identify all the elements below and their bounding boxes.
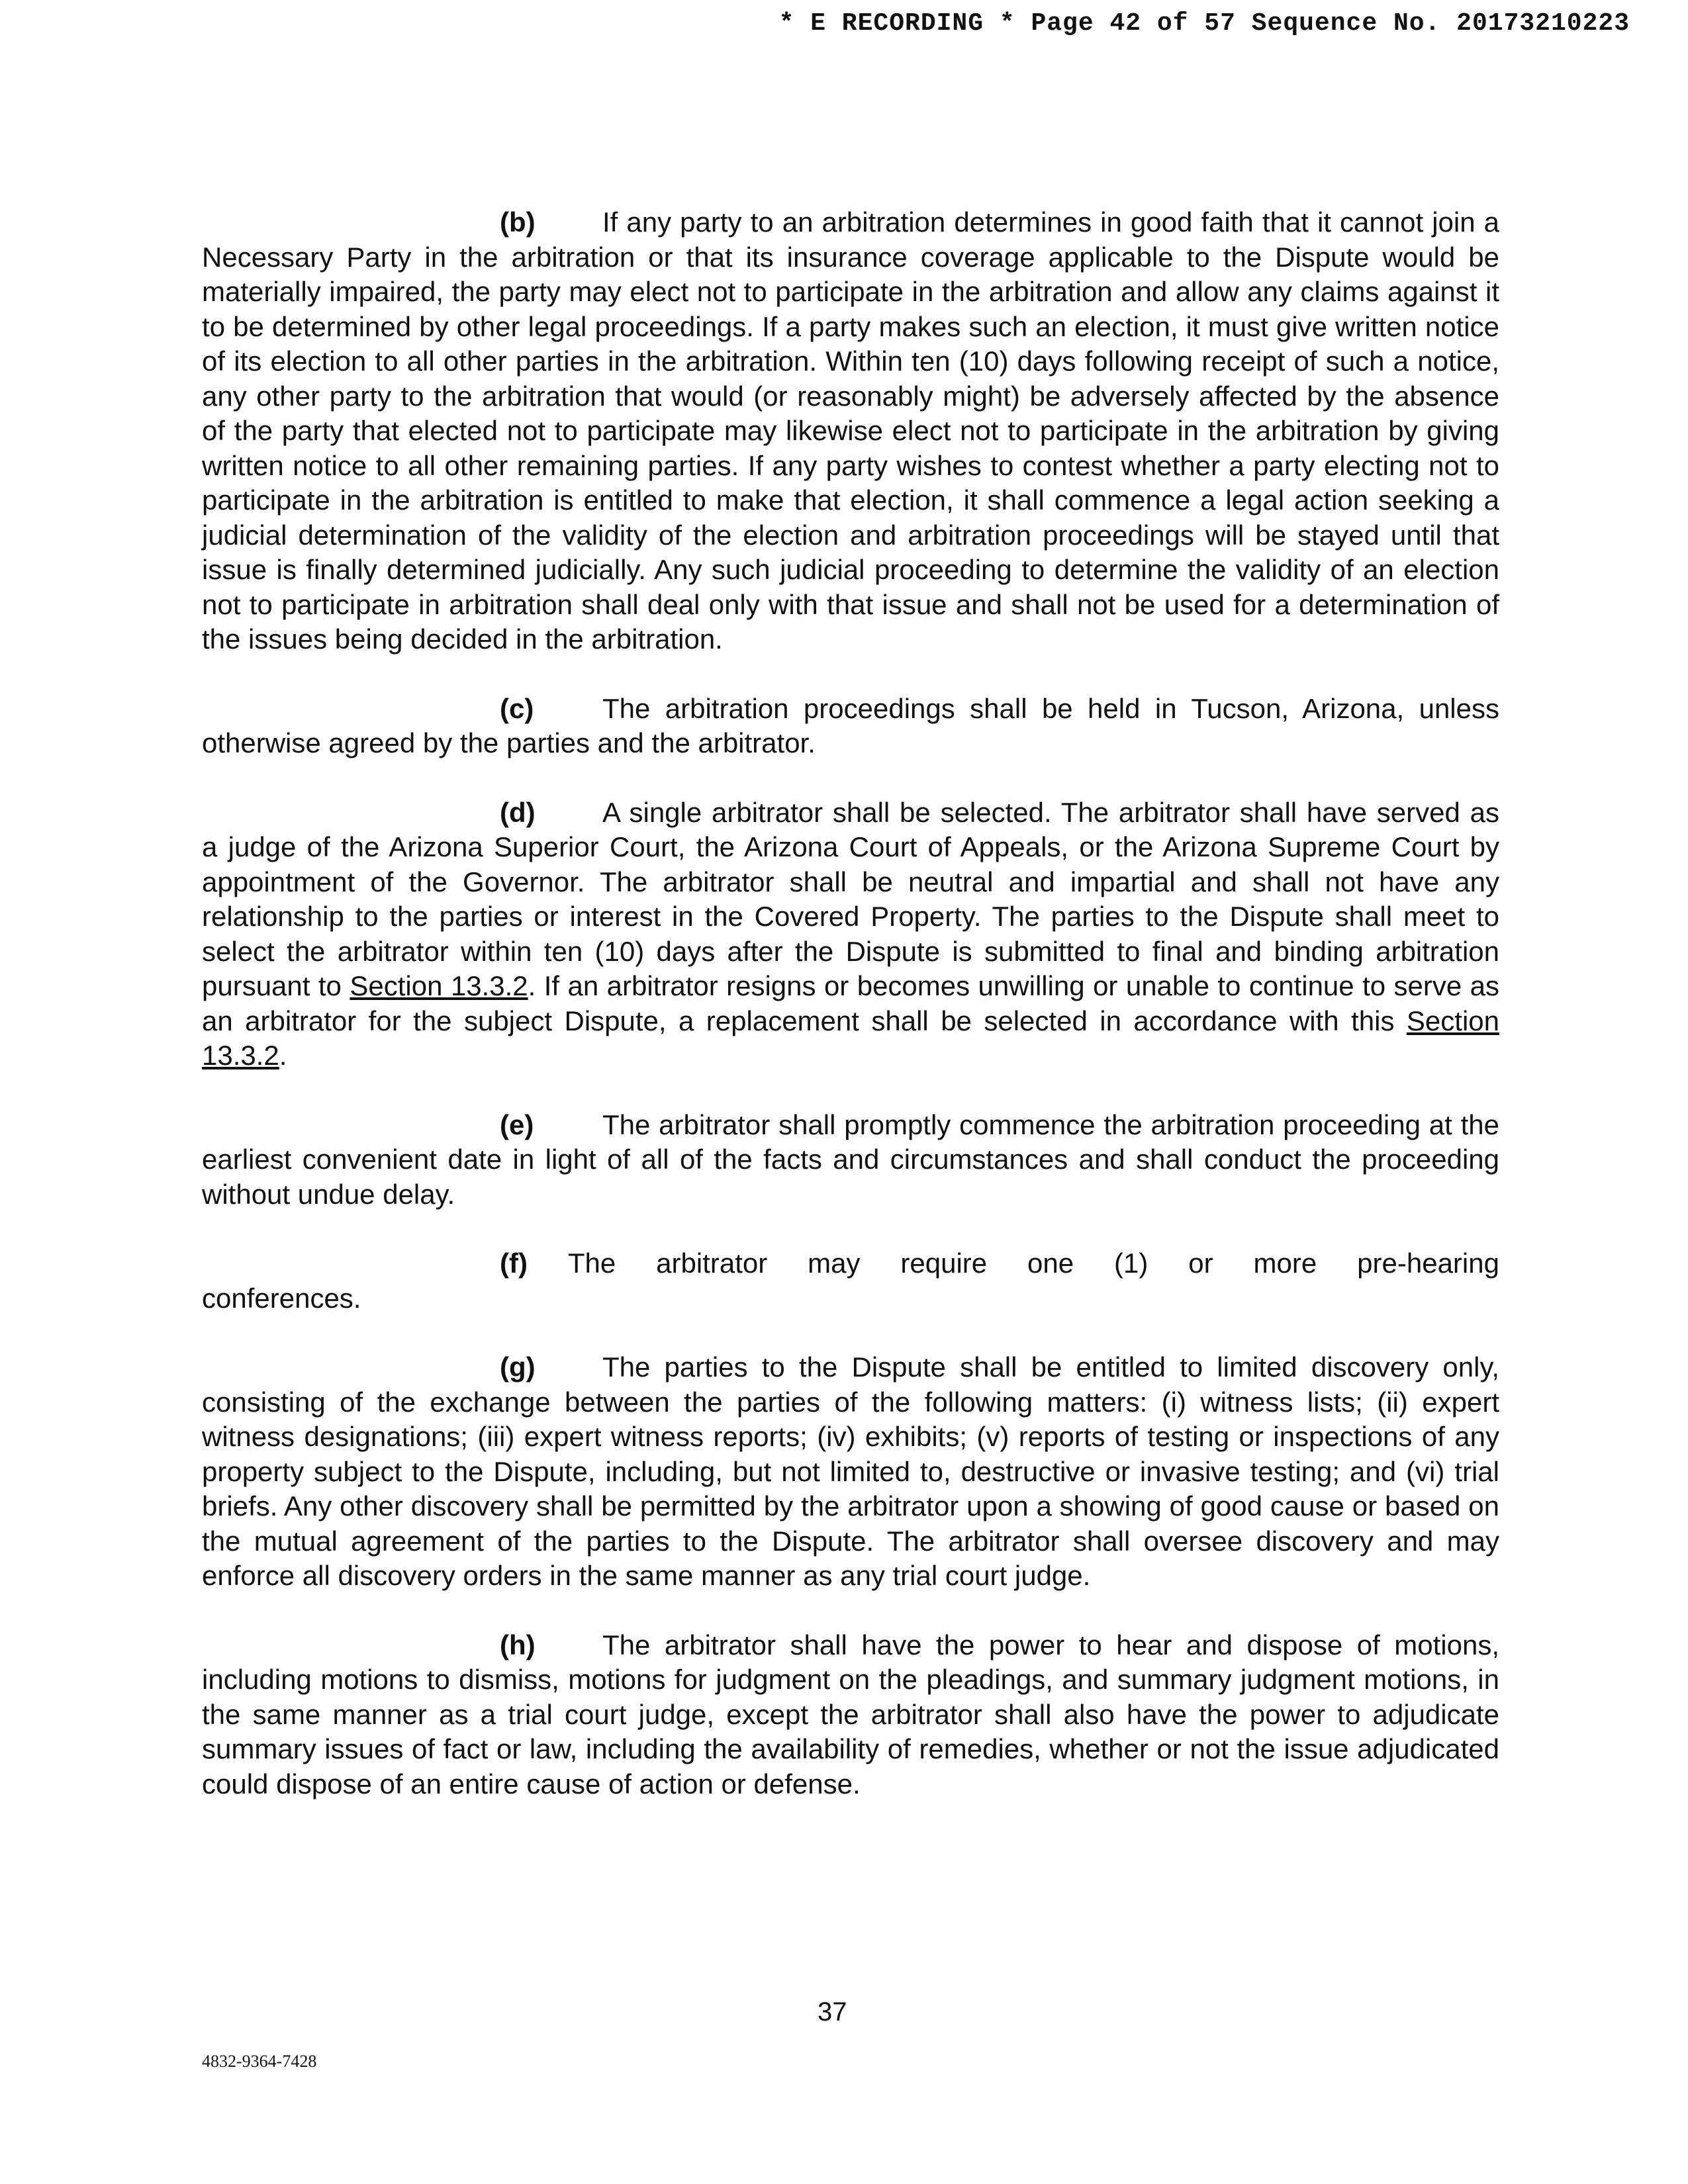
- document-id: 4832-9364-7428: [202, 2052, 317, 2071]
- section-reference-link: Section 13.3.2: [202, 1005, 1500, 1071]
- word: arbitrator: [656, 1248, 768, 1279]
- paragraph-label: (g): [500, 1351, 536, 1383]
- word: one: [1027, 1248, 1074, 1279]
- paragraph-text: .: [279, 1040, 287, 1071]
- paragraph-text: If any party to an arbitration determines in good faith that it cannot join a Necessary Party in the arbitration or that its insurance coverage applicable to the Dispute would be materially impaired, the party may elect not to participate in the arbitration and allow any claims against it to be determined by other legal proceedings. If a party makes such an election, it must give written notice of its election to all other parties in the arbitration. Within ten (10) days following receipt of such a notice, any other party to the arbitration that would (or reasonably might) be adversely affected by the absence of the party that elected not to participate may likewise elect not to participate in the arbitration by giving written notice to all other remaining parties. If any party wishes to contest whether a party electing not to participate in the arbitration is entitled to make that election, it shall commence a legal action seeking a judicial determination of the validity of the election and arbitration proceedings will be stayed until that issue is finally determined judicially. Any such judicial proceeding to determine the validity of an election not to participate in arbitration shall deal only with that issue and shall not be used for a determination of the issues being decided in the arbitration.: [202, 206, 1499, 655]
- paragraph-label: (c): [500, 692, 534, 724]
- paragraph-f: [202, 1246, 1499, 1316]
- paragraph-text: The arbitrator shall promptly commence the arbitration proceeding at the earliest convenient date in light of all of the facts and circumstances and shall conduct the proceeding without undue delay.: [202, 1109, 1499, 1210]
- word: (1): [1114, 1248, 1149, 1279]
- paragraph-label: (b): [500, 206, 536, 238]
- paragraph-label: (e): [500, 1109, 534, 1140]
- paragraph-text: The arbitration proceedings shall be held in Tucson, Arizona, unless otherwise agreed by the parties and the arbitrator.: [202, 692, 1499, 758]
- page-number: 37: [818, 1997, 847, 2026]
- paragraph-d: [202, 796, 1499, 1073]
- word: require: [900, 1248, 988, 1279]
- paragraph-c: [202, 692, 1499, 761]
- paragraph-b: [202, 205, 1499, 657]
- paragraph-text: . If an arbitrator resigns or becomes unwilling or unable to continue to serve as an arbitrator for the subject Dispute, a replacement shall be selected in accordance with this: [202, 970, 1500, 1036]
- paragraph-h: [202, 1628, 1499, 1802]
- word: may: [808, 1248, 861, 1279]
- paragraph-label: (f): [500, 1248, 528, 1279]
- paragraph-label: (h): [500, 1629, 536, 1661]
- paragraph-e: [202, 1108, 1499, 1212]
- word: The: [567, 1248, 616, 1279]
- paragraph-text: The parties to the Dispute shall be entitled to limited discovery only, consisting of the exchange between the parties of the following matters: (i) witness lists; (ii) expert witness designations; (iii) expert witness reports; (iv) exhibits; (v) reports of testing or inspections of any property subject to the Dispute, including, but not limited to, destructive or invasive testing; and (vi) trial briefs. Any other discovery shall be permitted by the arbitrator upon a showing of good cause or based on the mutual agreement of the parties to the Dispute. The arbitrator shall oversee discovery and may enforce all discovery orders in the same manner as any trial court judge.: [202, 1351, 1499, 1591]
- paragraph-label: (d): [500, 796, 536, 828]
- paragraph-f-first-line: [202, 1246, 1499, 1281]
- word: pre-hearing: [1357, 1248, 1499, 1279]
- paragraph-f-continuation: conferences.: [202, 1282, 361, 1314]
- recording-header: * E RECORDING * Page 42 of 57 Sequence No. 20173210223: [778, 9, 1630, 38]
- paragraph-text: The arbitrator shall have the power to hear and dispose of motions, including motions to dismiss, motions for judgment on the pleadings, and summary judgment motions, in the same manner as a trial court judge, except the arbitrator shall also have the power to adjudicate summary issues of fact or law, including the availability of remedies, whether or not the issue adjudicated could dispose of an entire cause of action or defense.: [202, 1629, 1499, 1799]
- document-body: [202, 205, 1499, 1836]
- section-reference-link: Section 13.3.2: [350, 970, 528, 1001]
- word: or: [1188, 1248, 1213, 1279]
- paragraph-g: [202, 1350, 1499, 1594]
- paragraph-text: A single arbitrator shall be selected. The arbitrator shall have served as a judge of the Arizona Superior Court, the Arizona Court of Appeals, or the Arizona Supreme Court by appointment of the Governor. The arbitrator shall be neutral and impartial and shall not have any relationship to the parties or interest in the Covered Property. The parties to the Dispute shall meet to select the arbitrator within ten (10) days after the Dispute is submitted to final and binding arbitration pursuant to: [202, 796, 1499, 1001]
- word: more: [1253, 1248, 1317, 1279]
